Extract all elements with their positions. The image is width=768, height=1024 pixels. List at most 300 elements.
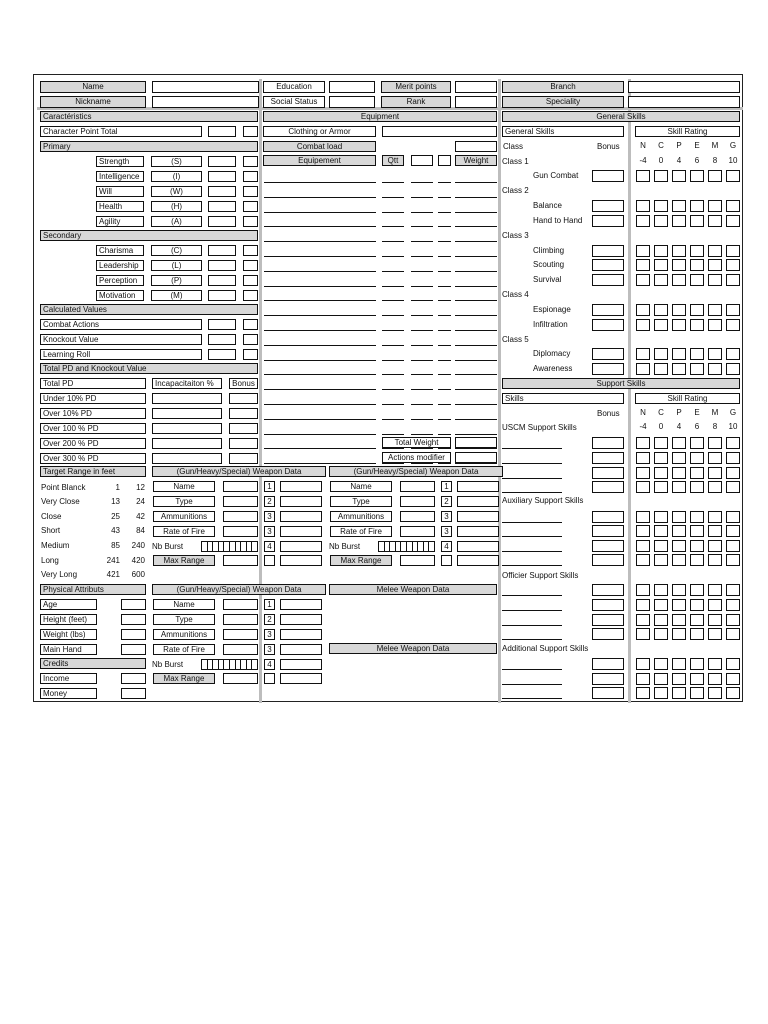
equipment-qtt-line-3[interactable] (438, 434, 451, 435)
support-skill-line[interactable] (502, 478, 562, 479)
secondary-stat-bonus[interactable] (243, 245, 258, 256)
equipment-qtt-line[interactable] (382, 389, 404, 390)
skill-rating-box[interactable] (672, 259, 686, 271)
weapon-row-field[interactable] (223, 496, 258, 507)
skill-rating-box[interactable] (654, 245, 668, 257)
skill-rating-box[interactable] (708, 614, 722, 626)
equipment-qtt-line[interactable] (382, 315, 404, 316)
primary-stat-value[interactable] (208, 201, 236, 212)
equipment-qtt-line[interactable] (382, 463, 404, 464)
support-skill-bonus[interactable] (592, 554, 624, 566)
max-range-slot-field[interactable] (280, 555, 322, 566)
equipment-item-line[interactable] (264, 197, 376, 198)
skill-rating-box[interactable] (726, 584, 740, 596)
skill-rating-box[interactable] (672, 319, 686, 331)
skill-rating-box[interactable] (672, 304, 686, 316)
weapon-slot-field[interactable] (280, 496, 322, 507)
max-range-field[interactable] (400, 555, 435, 566)
pd-incap-field[interactable] (152, 423, 222, 434)
skill-rating-box[interactable] (636, 319, 650, 331)
support-skill-line[interactable] (502, 639, 562, 640)
pd-bonus-field[interactable] (229, 438, 258, 449)
skill-rating-box[interactable] (690, 200, 704, 212)
secondary-stat-value[interactable] (208, 260, 236, 271)
equipment-qtt-line-3[interactable] (438, 345, 451, 346)
equipment-qtt-line-3[interactable] (438, 226, 451, 227)
skill-rating-box[interactable] (636, 348, 650, 360)
equipment-item-line[interactable] (264, 345, 376, 346)
equipment-item-line[interactable] (264, 330, 376, 331)
skill-rating-box[interactable] (708, 319, 722, 331)
skill-rating-box[interactable] (726, 363, 740, 375)
equipment-item-line[interactable] (264, 226, 376, 227)
skill-rating-box[interactable] (636, 554, 650, 566)
skill-rating-box[interactable] (690, 525, 704, 537)
equipment-item-line[interactable] (264, 271, 376, 272)
equipment-qtt-line-2[interactable] (411, 315, 433, 316)
skill-rating-box[interactable] (690, 687, 704, 699)
skill-rating-box[interactable] (708, 170, 722, 182)
equipment-weight-line[interactable] (455, 271, 497, 272)
equipment-qtt-line-2[interactable] (411, 256, 433, 257)
skill-rating-box[interactable] (690, 673, 704, 685)
skill-rating-box[interactable] (726, 628, 740, 640)
weapon-slot-field[interactable] (280, 511, 322, 522)
equipment-qtt-line-2[interactable] (411, 389, 433, 390)
skill-rating-box[interactable] (672, 170, 686, 182)
skill-rating-box[interactable] (726, 673, 740, 685)
equipment-item-line[interactable] (264, 374, 376, 375)
skill-rating-box[interactable] (726, 215, 740, 227)
equipment-qtt-line-3[interactable] (438, 448, 451, 449)
skill-rating-box[interactable] (636, 170, 650, 182)
max-range-field[interactable] (223, 673, 258, 684)
calculated-item-bonus[interactable] (243, 349, 258, 360)
skill-rating-box[interactable] (672, 658, 686, 670)
skill-rating-box[interactable] (636, 584, 650, 596)
equipment-weight-line[interactable] (455, 463, 497, 464)
skill-rating-box[interactable] (690, 363, 704, 375)
skill-rating-box[interactable] (726, 687, 740, 699)
equipment-item-line[interactable] (264, 256, 376, 257)
general-skill-bonus[interactable] (592, 200, 624, 212)
support-skill-line[interactable] (502, 669, 562, 670)
skill-rating-box[interactable] (690, 584, 704, 596)
skill-rating-box[interactable] (654, 215, 668, 227)
education-field[interactable] (329, 81, 375, 93)
general-skill-bonus[interactable] (592, 245, 624, 257)
skill-rating-box[interactable] (708, 437, 722, 449)
skill-rating-box[interactable] (654, 363, 668, 375)
skill-rating-box[interactable] (672, 348, 686, 360)
physical-row-field[interactable] (121, 644, 146, 655)
equipment-qtt-line-2[interactable] (411, 241, 433, 242)
skill-rating-box[interactable] (690, 467, 704, 479)
skill-rating-box[interactable] (654, 319, 668, 331)
skill-rating-box[interactable] (690, 614, 704, 626)
skill-rating-box[interactable] (672, 245, 686, 257)
primary-stat-value[interactable] (208, 171, 236, 182)
total-weight-field[interactable] (455, 437, 497, 448)
equipment-item-line[interactable] (264, 286, 376, 287)
skill-rating-box[interactable] (672, 599, 686, 611)
support-skill-bonus[interactable] (592, 584, 624, 596)
skill-rating-box[interactable] (654, 170, 668, 182)
skill-rating-box[interactable] (708, 467, 722, 479)
skill-rating-box[interactable] (708, 554, 722, 566)
support-skill-line[interactable] (502, 536, 562, 537)
skill-rating-box[interactable] (708, 584, 722, 596)
skill-rating-box[interactable] (672, 554, 686, 566)
social-status-field[interactable] (329, 96, 375, 108)
skill-rating-box[interactable] (726, 319, 740, 331)
weapon-row-field[interactable] (223, 644, 258, 655)
equipment-qtt-line[interactable] (382, 300, 404, 301)
skill-rating-box[interactable] (654, 687, 668, 699)
equipment-qtt-line[interactable] (382, 360, 404, 361)
pd-bonus-field[interactable] (229, 453, 258, 464)
skill-rating-box[interactable] (690, 599, 704, 611)
support-skill-line[interactable] (502, 565, 562, 566)
max-range-field[interactable] (223, 555, 258, 566)
skill-rating-box[interactable] (636, 452, 650, 464)
weapon-slot-field[interactable] (280, 614, 322, 625)
skill-rating-box[interactable] (726, 554, 740, 566)
credits-row-field[interactable] (121, 673, 146, 684)
pd-incap-field[interactable] (152, 438, 222, 449)
equipment-qtt-line-2[interactable] (411, 182, 433, 183)
weapon-row-field[interactable] (223, 629, 258, 640)
skill-rating-box[interactable] (636, 274, 650, 286)
equipment-qtt-line[interactable] (382, 212, 404, 213)
skill-rating-box[interactable] (672, 363, 686, 375)
skill-rating-box[interactable] (708, 274, 722, 286)
skill-rating-box[interactable] (672, 437, 686, 449)
skill-rating-box[interactable] (636, 437, 650, 449)
max-range-slot-field[interactable] (457, 555, 499, 566)
max-range-slot-field[interactable] (280, 673, 322, 684)
skill-rating-box[interactable] (672, 274, 686, 286)
equipment-weight-line[interactable] (455, 330, 497, 331)
branch-field[interactable] (628, 81, 740, 93)
skill-rating-box[interactable] (672, 215, 686, 227)
nb-burst-grid[interactable] (201, 659, 258, 670)
equipment-qtt-line-3[interactable] (438, 256, 451, 257)
skill-rating-box[interactable] (654, 452, 668, 464)
weapon-slot-field[interactable] (280, 599, 322, 610)
skill-rating-box[interactable] (636, 540, 650, 552)
skill-rating-box[interactable] (690, 274, 704, 286)
skill-rating-box[interactable] (636, 511, 650, 523)
max-range-slot[interactable] (264, 555, 275, 566)
skill-rating-box[interactable] (672, 540, 686, 552)
equipment-weight-line[interactable] (455, 241, 497, 242)
merit-points-field[interactable] (455, 81, 497, 93)
equipment-qtt-line-3[interactable] (438, 360, 451, 361)
nb-burst-grid[interactable] (201, 541, 258, 552)
weapon-row-field[interactable] (400, 496, 435, 507)
equipment-qtt-line[interactable] (382, 434, 404, 435)
skill-rating-box[interactable] (708, 259, 722, 271)
support-skill-line[interactable] (502, 610, 562, 611)
skill-rating-box[interactable] (726, 481, 740, 493)
equipment-qtt-line[interactable] (382, 448, 404, 449)
skill-rating-box[interactable] (690, 170, 704, 182)
equipment-qtt-line[interactable] (382, 182, 404, 183)
weapon-row-field[interactable] (223, 599, 258, 610)
calculated-item-value[interactable] (208, 349, 236, 360)
skill-rating-box[interactable] (654, 467, 668, 479)
equipment-qtt-line-2[interactable] (411, 360, 433, 361)
equipment-weight-line[interactable] (455, 286, 497, 287)
skill-rating-box[interactable] (672, 200, 686, 212)
primary-stat-value[interactable] (208, 156, 236, 167)
general-skill-bonus[interactable] (592, 215, 624, 227)
equipment-qtt-line[interactable] (382, 256, 404, 257)
pd-bonus-field[interactable] (229, 408, 258, 419)
support-skill-line[interactable] (502, 595, 562, 596)
skill-rating-box[interactable] (654, 259, 668, 271)
support-skill-bonus[interactable] (592, 628, 624, 640)
secondary-stat-value[interactable] (208, 275, 236, 286)
equipment-qtt-line-2[interactable] (411, 300, 433, 301)
skill-rating-box[interactable] (654, 554, 668, 566)
rank-field[interactable] (455, 96, 497, 108)
skill-rating-box[interactable] (690, 554, 704, 566)
weapon-slot-field[interactable] (457, 526, 499, 537)
skill-rating-box[interactable] (708, 599, 722, 611)
skill-rating-box[interactable] (672, 628, 686, 640)
skill-rating-box[interactable] (672, 467, 686, 479)
equipment-qtt-line[interactable] (382, 197, 404, 198)
skill-rating-box[interactable] (636, 259, 650, 271)
skill-rating-box[interactable] (708, 363, 722, 375)
equipment-qtt-line-3[interactable] (438, 241, 451, 242)
equipment-weight-line[interactable] (455, 389, 497, 390)
support-skill-bonus[interactable] (592, 540, 624, 552)
equipment-item-line[interactable] (264, 448, 376, 449)
general-skill-bonus[interactable] (592, 319, 624, 331)
equipment-qtt-line-3[interactable] (438, 315, 451, 316)
equipment-weight-line[interactable] (455, 345, 497, 346)
equipment-item-line[interactable] (264, 419, 376, 420)
support-skill-bonus[interactable] (592, 687, 624, 699)
skill-rating-box[interactable] (726, 348, 740, 360)
support-skill-line[interactable] (502, 684, 562, 685)
weapon-row-field[interactable] (223, 526, 258, 537)
weapon-slot-field[interactable] (280, 629, 322, 640)
weapon-slot-field[interactable] (280, 541, 322, 552)
nb-burst-grid[interactable] (378, 541, 435, 552)
support-skill-line[interactable] (502, 551, 562, 552)
equipment-item-line[interactable] (264, 182, 376, 183)
equipment-weight-line[interactable] (455, 448, 497, 449)
skill-rating-box[interactable] (690, 437, 704, 449)
weapon-slot-field[interactable] (280, 644, 322, 655)
credits-row-field[interactable] (121, 688, 146, 699)
cp-total-bonus[interactable] (243, 126, 258, 137)
max-range-slot[interactable] (264, 673, 275, 684)
support-skill-bonus[interactable] (592, 481, 624, 493)
skill-rating-box[interactable] (690, 259, 704, 271)
name-field[interactable] (152, 81, 259, 93)
equipment-qtt-line-3[interactable] (438, 463, 451, 464)
skill-rating-box[interactable] (726, 540, 740, 552)
skill-rating-box[interactable] (690, 452, 704, 464)
skill-rating-box[interactable] (654, 481, 668, 493)
equipment-qtt-line-3[interactable] (438, 404, 451, 405)
skill-rating-box[interactable] (636, 599, 650, 611)
equipment-weight-line[interactable] (455, 419, 497, 420)
skill-rating-box[interactable] (708, 245, 722, 257)
nickname-field[interactable] (152, 96, 259, 108)
weapon-slot-field[interactable] (457, 511, 499, 522)
equipment-qtt-line-3[interactable] (438, 419, 451, 420)
general-skill-bonus[interactable] (592, 363, 624, 375)
physical-row-field[interactable] (121, 599, 146, 610)
skill-rating-box[interactable] (654, 511, 668, 523)
equipment-qtt-line[interactable] (382, 286, 404, 287)
weapon-slot-field[interactable] (280, 526, 322, 537)
skill-rating-box[interactable] (726, 259, 740, 271)
support-skill-line[interactable] (502, 522, 562, 523)
equipment-weight-line[interactable] (455, 197, 497, 198)
secondary-stat-value[interactable] (208, 245, 236, 256)
clothing-field[interactable] (382, 126, 497, 137)
skill-rating-box[interactable] (636, 200, 650, 212)
weapon-slot-field[interactable] (280, 659, 322, 670)
support-skill-line[interactable] (502, 492, 562, 493)
primary-stat-bonus[interactable] (243, 201, 258, 212)
primary-stat-value[interactable] (208, 216, 236, 227)
equipment-qtt-line-2[interactable] (411, 374, 433, 375)
general-skill-bonus[interactable] (592, 274, 624, 286)
skill-rating-box[interactable] (636, 628, 650, 640)
equipment-qtt-line-2[interactable] (411, 226, 433, 227)
general-skill-bonus[interactable] (592, 304, 624, 316)
equipment-qtt-line[interactable] (382, 419, 404, 420)
skill-rating-box[interactable] (672, 687, 686, 699)
equipment-qtt-line-3[interactable] (438, 197, 451, 198)
calculated-item-value[interactable] (208, 334, 236, 345)
general-skill-bonus[interactable] (592, 348, 624, 360)
skill-rating-box[interactable] (690, 658, 704, 670)
skill-rating-box[interactable] (690, 348, 704, 360)
skill-rating-box[interactable] (726, 170, 740, 182)
general-skill-bonus[interactable] (592, 170, 624, 182)
equipment-qtt-line-3[interactable] (438, 271, 451, 272)
equipment-weight-line[interactable] (455, 182, 497, 183)
skill-rating-box[interactable] (636, 658, 650, 670)
speciality-field[interactable] (628, 96, 740, 108)
actions-modifier-field[interactable] (455, 452, 497, 463)
primary-stat-bonus[interactable] (243, 171, 258, 182)
skill-rating-box[interactable] (636, 481, 650, 493)
skill-rating-box[interactable] (654, 540, 668, 552)
equipment-qtt-line[interactable] (382, 374, 404, 375)
skill-rating-box[interactable] (636, 525, 650, 537)
weapon-row-field[interactable] (223, 511, 258, 522)
skill-rating-box[interactable] (690, 628, 704, 640)
secondary-stat-bonus[interactable] (243, 275, 258, 286)
equipment-weight-line[interactable] (455, 315, 497, 316)
calculated-item-value[interactable] (208, 319, 236, 330)
equipment-item-line[interactable] (264, 434, 376, 435)
pd-incap-field[interactable] (152, 393, 222, 404)
equipment-qtt-line-2[interactable] (411, 463, 433, 464)
max-range-slot[interactable] (441, 555, 452, 566)
skill-rating-box[interactable] (672, 525, 686, 537)
skill-rating-box[interactable] (654, 628, 668, 640)
support-skill-bonus[interactable] (592, 467, 624, 479)
skill-rating-box[interactable] (636, 614, 650, 626)
skill-rating-box[interactable] (654, 348, 668, 360)
skill-rating-box[interactable] (690, 245, 704, 257)
support-skill-line[interactable] (502, 625, 562, 626)
secondary-stat-value[interactable] (208, 290, 236, 301)
skill-rating-box[interactable] (708, 452, 722, 464)
support-skill-bonus[interactable] (592, 614, 624, 626)
skill-rating-box[interactable] (726, 599, 740, 611)
calculated-item-bonus[interactable] (243, 319, 258, 330)
combat-load-field[interactable] (455, 141, 497, 152)
weapon-row-field[interactable] (223, 481, 258, 492)
primary-stat-value[interactable] (208, 186, 236, 197)
qtt-extra-field[interactable] (411, 155, 433, 166)
skill-rating-box[interactable] (708, 540, 722, 552)
equipment-item-line[interactable] (264, 404, 376, 405)
equipment-qtt-line-2[interactable] (411, 404, 433, 405)
skill-rating-box[interactable] (672, 511, 686, 523)
skill-rating-box[interactable] (654, 525, 668, 537)
skill-rating-box[interactable] (672, 584, 686, 596)
skill-rating-box[interactable] (690, 481, 704, 493)
skill-rating-box[interactable] (636, 245, 650, 257)
skill-rating-box[interactable] (636, 304, 650, 316)
weapon-row-field[interactable] (223, 614, 258, 625)
skill-rating-box[interactable] (708, 215, 722, 227)
skill-rating-box[interactable] (654, 274, 668, 286)
equipment-qtt-line-2[interactable] (411, 448, 433, 449)
physical-row-field[interactable] (121, 629, 146, 640)
equipment-item-line[interactable] (264, 300, 376, 301)
skill-rating-box[interactable] (672, 614, 686, 626)
equipment-qtt-line-2[interactable] (411, 212, 433, 213)
skill-rating-box[interactable] (690, 319, 704, 331)
support-skill-bonus[interactable] (592, 658, 624, 670)
equipment-weight-line[interactable] (455, 434, 497, 435)
pd-incap-field[interactable] (152, 453, 222, 464)
equipment-qtt-line-2[interactable] (411, 345, 433, 346)
equipment-qtt-line[interactable] (382, 404, 404, 405)
skill-rating-box[interactable] (636, 687, 650, 699)
equipment-weight-line[interactable] (455, 300, 497, 301)
equipment-qtt-line-3[interactable] (438, 286, 451, 287)
equipment-qtt-line-2[interactable] (411, 434, 433, 435)
skill-rating-box[interactable] (726, 437, 740, 449)
equipment-weight-line[interactable] (455, 360, 497, 361)
equipment-qtt-line-3[interactable] (438, 330, 451, 331)
support-skill-bonus[interactable] (592, 437, 624, 449)
skill-rating-box[interactable] (726, 658, 740, 670)
skill-rating-box[interactable] (636, 467, 650, 479)
weapon-row-field[interactable] (400, 511, 435, 522)
support-skill-line[interactable] (502, 698, 562, 699)
skill-rating-box[interactable] (708, 511, 722, 523)
support-skill-bonus[interactable] (592, 511, 624, 523)
primary-stat-bonus[interactable] (243, 186, 258, 197)
equipment-qtt-line-2[interactable] (411, 286, 433, 287)
